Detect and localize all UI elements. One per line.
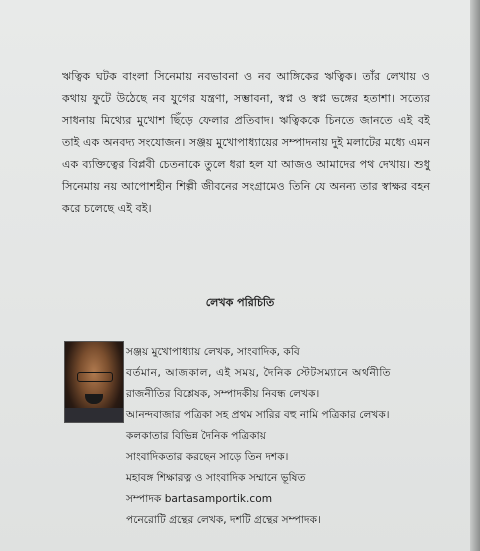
bio-line: সঞ্জয় মুখোপাধ্যায় লেখক, সাংবাদিক, কবি — [126, 346, 300, 358]
bio-line: বর্তমান, আজকাল, এই সময়, দৈনিক স্টেটসম্যানে অর্থনীতি — [126, 367, 392, 379]
author-bio — [126, 342, 456, 531]
page-edge-shadow — [470, 0, 480, 551]
bio-line: পনেরোটি গ্রন্থের লেখক, দশটি গ্রন্থের সম্পাদক। — [126, 514, 321, 526]
bio-line: কলকাতার বিভিন্ন দৈনিক পত্রিকায় — [126, 430, 266, 442]
bio-line-website: সম্পাদক bartasamportik.com — [126, 493, 273, 505]
glasses-shape — [77, 372, 113, 382]
bio-line: সাংবাদিকতার করছেন সাড়ে তিন দশক। — [126, 451, 289, 463]
collar-shape — [65, 408, 123, 422]
bio-line: মহাবঙ্গ শিক্ষারত্ন ও সাংবাদিক সম্মানে ভূষিত — [126, 472, 306, 484]
author-photo — [64, 341, 124, 423]
book-blurb: ঋত্বিক ঘটক বাংলা সিনেমায় নবভাবনা ও নব আঙ্গিকের ঋত্বিক। তাঁর লেখায় ও কথায় ফুটে উঠেছে নব যুগের যন্ত্রণা, সম্ভাবনা, স্বপ্ন ও স্বপ্ন ভঙ্গের হতাশা। সত্যের সাধনায় মিথ্যের মুখোশ ছিঁড়ে ফেলার প্রতিবাদ। ঋত্বিককে চিনতে জানতে এই বই তাই এক অনবদ্য সংযোজন। সঞ্জয় মুখোপাধ্যায়ের সম্পাদনায় দুই মলাটের মধ্যে এমন এক ব্যক্তিত্বের বিপ্লবী চেতনাকে তুলে ধরা হল যা আজও আমাদের পথ দেখায়। শুধু সিনেমায় নয় আপোশহীন শিল্পী জীবনের সংগ্রামেও তিনি যে অনন্য তার স্বাক্ষর বহন করে চলেছে এই বই। — [62, 70, 430, 215]
author-bio-heading: লেখক পরিচিতি — [205, 296, 275, 309]
bio-line: আনন্দবাজার পত্রিকা সহ প্রথম সারির বহু নামি পত্রিকার লেখক। — [126, 409, 390, 421]
bio-line: রাজনীতির বিশ্লেষক, সম্পাদকীয় নিবন্ধ লেখক। — [126, 388, 320, 400]
beard-shape — [85, 394, 103, 404]
